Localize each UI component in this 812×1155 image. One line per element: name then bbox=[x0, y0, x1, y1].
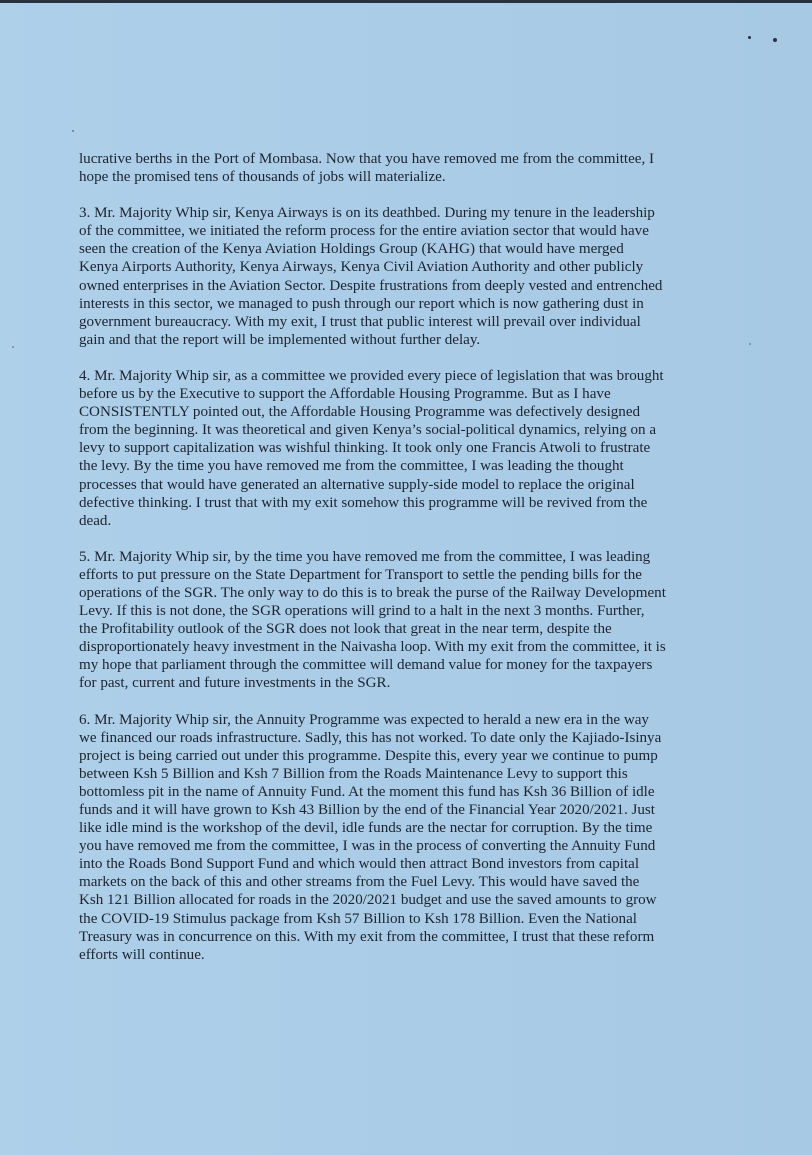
text-line: before us by the Executive to support the Affordable Housing Programme. But as I have bbox=[79, 386, 611, 403]
text-line: for past, current and future investments in the SGR. bbox=[79, 675, 391, 692]
text-line: from the beginning. It was theoretical and given Kenya’s social-political dynamics, relying on a bbox=[79, 422, 657, 439]
document-paragraph bbox=[79, 548, 719, 693]
text-line: defective thinking. I trust that with my exit somehow this programme will be revived from the bbox=[79, 494, 648, 511]
text-line: lucrative berths in the Port of Mombasa. Now that you have removed me from the committee, I bbox=[79, 151, 655, 167]
text-line: we financed our roads infrastructure. Sadly, this has not worked. To date only the Kajiado-Isinya bbox=[79, 729, 662, 746]
text-line: disproportionately heavy investment in the Naivasha loop. With my exit from the committee, it is bbox=[79, 639, 666, 656]
text-line: hope the promised tens of thousands of jobs will materialize. bbox=[79, 169, 446, 186]
document-paragraph bbox=[79, 204, 719, 349]
text-line: funds and it will have grown to Ksh 43 Billion by the end of the Financial Year 2020/2021. Just bbox=[79, 802, 655, 818]
text-line: seen the creation of the Kenya Aviation Holdings Group (KAHG) that would have merged bbox=[79, 241, 624, 258]
text-line: into the Roads Bond Support Fund and which would then attract Bond investors from capital bbox=[79, 856, 640, 873]
text-line: Levy. If this is not done, the SGR operations will grind to a halt in the next 3 months. Further, bbox=[79, 603, 645, 620]
scan-speck bbox=[773, 38, 777, 42]
text-line: project is being carried out under this programme. Despite this, every year we continue to pump bbox=[79, 747, 658, 764]
text-line: between Ksh 5 Billion and Ksh 7 Billion from the Roads Maintenance Levy to support this bbox=[79, 765, 628, 782]
text-line: gain and that the report will be implemented without further delay. bbox=[79, 331, 481, 348]
text-line: operations of the SGR. The only way to do this is to break the purse of the Railway Development bbox=[79, 584, 666, 601]
text-line: my hope that parliament through the committee will demand value for money for the taxpayers bbox=[79, 657, 653, 674]
text-line: owned enterprises in the Aviation Sector. Despite frustrations from deeply vested and entrenched bbox=[79, 277, 663, 294]
text-line: dead. bbox=[79, 512, 112, 529]
text-line: CONSISTENTLY pointed out, the Affordable Housing Programme was defectively designed bbox=[79, 404, 641, 421]
text-line: efforts to put pressure on the State Department for Transport to settle the pending bills for the bbox=[79, 566, 642, 583]
text-line: efforts will continue. bbox=[79, 946, 205, 963]
text-line: like idle mind is the workshop of the devil, idle funds are the nectar for corruption. By the time bbox=[79, 820, 653, 837]
document-paragraph bbox=[79, 150, 719, 186]
scan-top-edge bbox=[0, 0, 812, 3]
text-line: Ksh 121 Billion allocated for roads in the 2020/2021 budget and use the saved amounts to grow bbox=[79, 892, 657, 909]
text-line: Treasury was in concurrence on this. With my exit from the committee, I trust that these reform bbox=[79, 928, 655, 945]
text-line: Kenya Airports Authority, Kenya Airways, Kenya Civil Aviation Authority and other publicly bbox=[79, 259, 644, 276]
text-line: 5. Mr. Majority Whip sir, by the time you have removed me from the committee, I was leading bbox=[79, 548, 651, 565]
text-line: the Profitability outlook of the SGR does not look that great in the near term, despite the bbox=[79, 621, 612, 638]
text-line: of the committee, we initiated the reform process for the entire aviation sector that would have bbox=[79, 223, 649, 240]
scan-speck bbox=[72, 130, 74, 132]
scan-speck bbox=[749, 343, 751, 345]
text-line: 3. Mr. Majority Whip sir, Kenya Airways is on its deathbed. During my tenure in the leadership bbox=[79, 205, 655, 222]
text-line: processes that would have generated an alternative supply-side model to replace the original bbox=[79, 476, 635, 493]
letter-body bbox=[79, 150, 719, 982]
text-line: you have removed me from the committee, I was in the process of converting the Annuity Fund bbox=[79, 838, 656, 855]
text-line: 6. Mr. Majority Whip sir, the Annuity Programme was expected to herald a new era in the way bbox=[79, 711, 649, 728]
scan-speck bbox=[12, 346, 14, 348]
document-paragraph bbox=[79, 711, 719, 964]
text-line: levy to support capitalization was wishful thinking. It took only one Francis Atwoli to frustrate bbox=[79, 440, 651, 457]
text-line: markets on the back of this and other streams from the Fuel Levy. This would have saved the bbox=[79, 874, 640, 891]
text-line: the COVID-19 Stimulus package from Ksh 57 Billion to Ksh 178 Billion. Even the National bbox=[79, 910, 637, 927]
scan-speck bbox=[748, 36, 751, 39]
text-line: bottomless pit in the name of Annuity Fund. At the moment this fund has Ksh 36 Billion of idle bbox=[79, 783, 655, 800]
text-line: the levy. By the time you have removed me from the committee, I was leading the thought bbox=[79, 458, 624, 475]
document-paragraph bbox=[79, 367, 719, 530]
text-line: interests in this sector, we managed to push through our report which is now gathering dust in bbox=[79, 295, 644, 312]
text-line: government bureaucracy. With my exit, I trust that public interest will prevail over individual bbox=[79, 313, 641, 330]
text-line: 4. Mr. Majority Whip sir, as a committee we provided every piece of legislation that was brought bbox=[79, 367, 664, 384]
